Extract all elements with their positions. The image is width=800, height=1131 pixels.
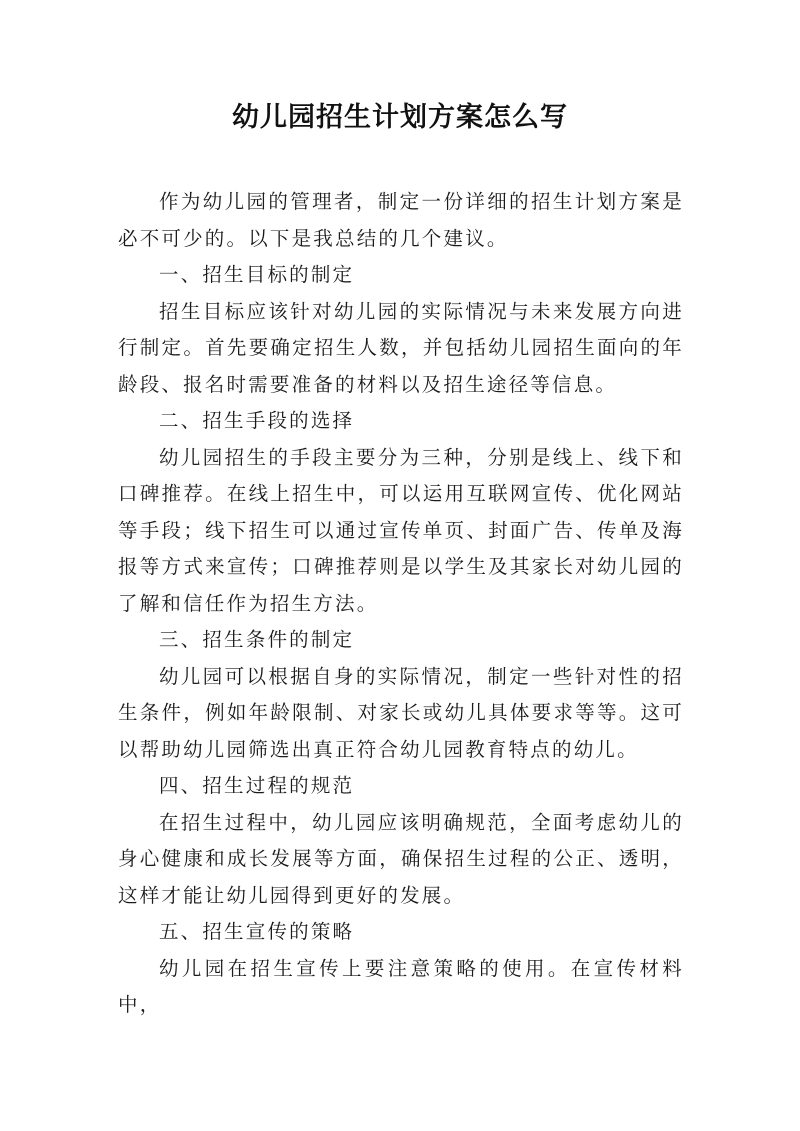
- paragraph-section-2: 幼儿园招生的手段主要分为三种，分别是线上、线下和口碑推荐。在线上招生中，可以运用互联网宣传、优化网站等手段；线下招生可以通过宣传单页、封面广告、传单及海报等方式来宣传；口碑推荐则是以学生及其家长对幼儿园的了解和信任作为招生方法。: [118, 445, 684, 615]
- section-heading-1: 一、招生目标的制定: [158, 263, 355, 286]
- paragraph-intro: 作为幼儿园的管理者，制定一份详细的招生计划方案是必不可少的。以下是我总结的几个建议。: [118, 190, 684, 250]
- document-title: 幼儿园招生计划方案怎么写: [232, 102, 568, 133]
- paragraph-section-1: 招生目标应该针对幼儿园的实际情况与未来发展方向进行制定。首先要确定招生人数，并包括幼儿园招生面向的年龄段、报名时需要准备的材料以及招生途径等信息。: [118, 299, 684, 396]
- document-body: [118, 184, 684, 1024]
- section-heading-4: 四、招生过程的规范: [158, 774, 355, 797]
- paragraph-section-3: 幼儿园可以根据自身的实际情况，制定一些针对性的招生条件，例如年龄限制、对家长或幼儿具体要求等等。这可以帮助幼儿园筛选出真正符合幼儿园教育特点的幼儿。: [118, 664, 684, 761]
- section-heading-5: 五、招生宣传的策略: [158, 920, 355, 943]
- section-heading-3: 三、招生条件的制定: [158, 628, 355, 651]
- paragraph-section-4: 在招生过程中，幼儿园应该明确规范，全面考虑幼儿的身心健康和成长发展等方面，确保招生过程的公正、透明，这样才能让幼儿园得到更好的发展。: [118, 810, 684, 907]
- paragraph-section-5: 幼儿园在招生宣传上要注意策略的使用。在宣传材料中，: [118, 956, 684, 1016]
- section-heading-2: 二、招生手段的选择: [158, 409, 355, 432]
